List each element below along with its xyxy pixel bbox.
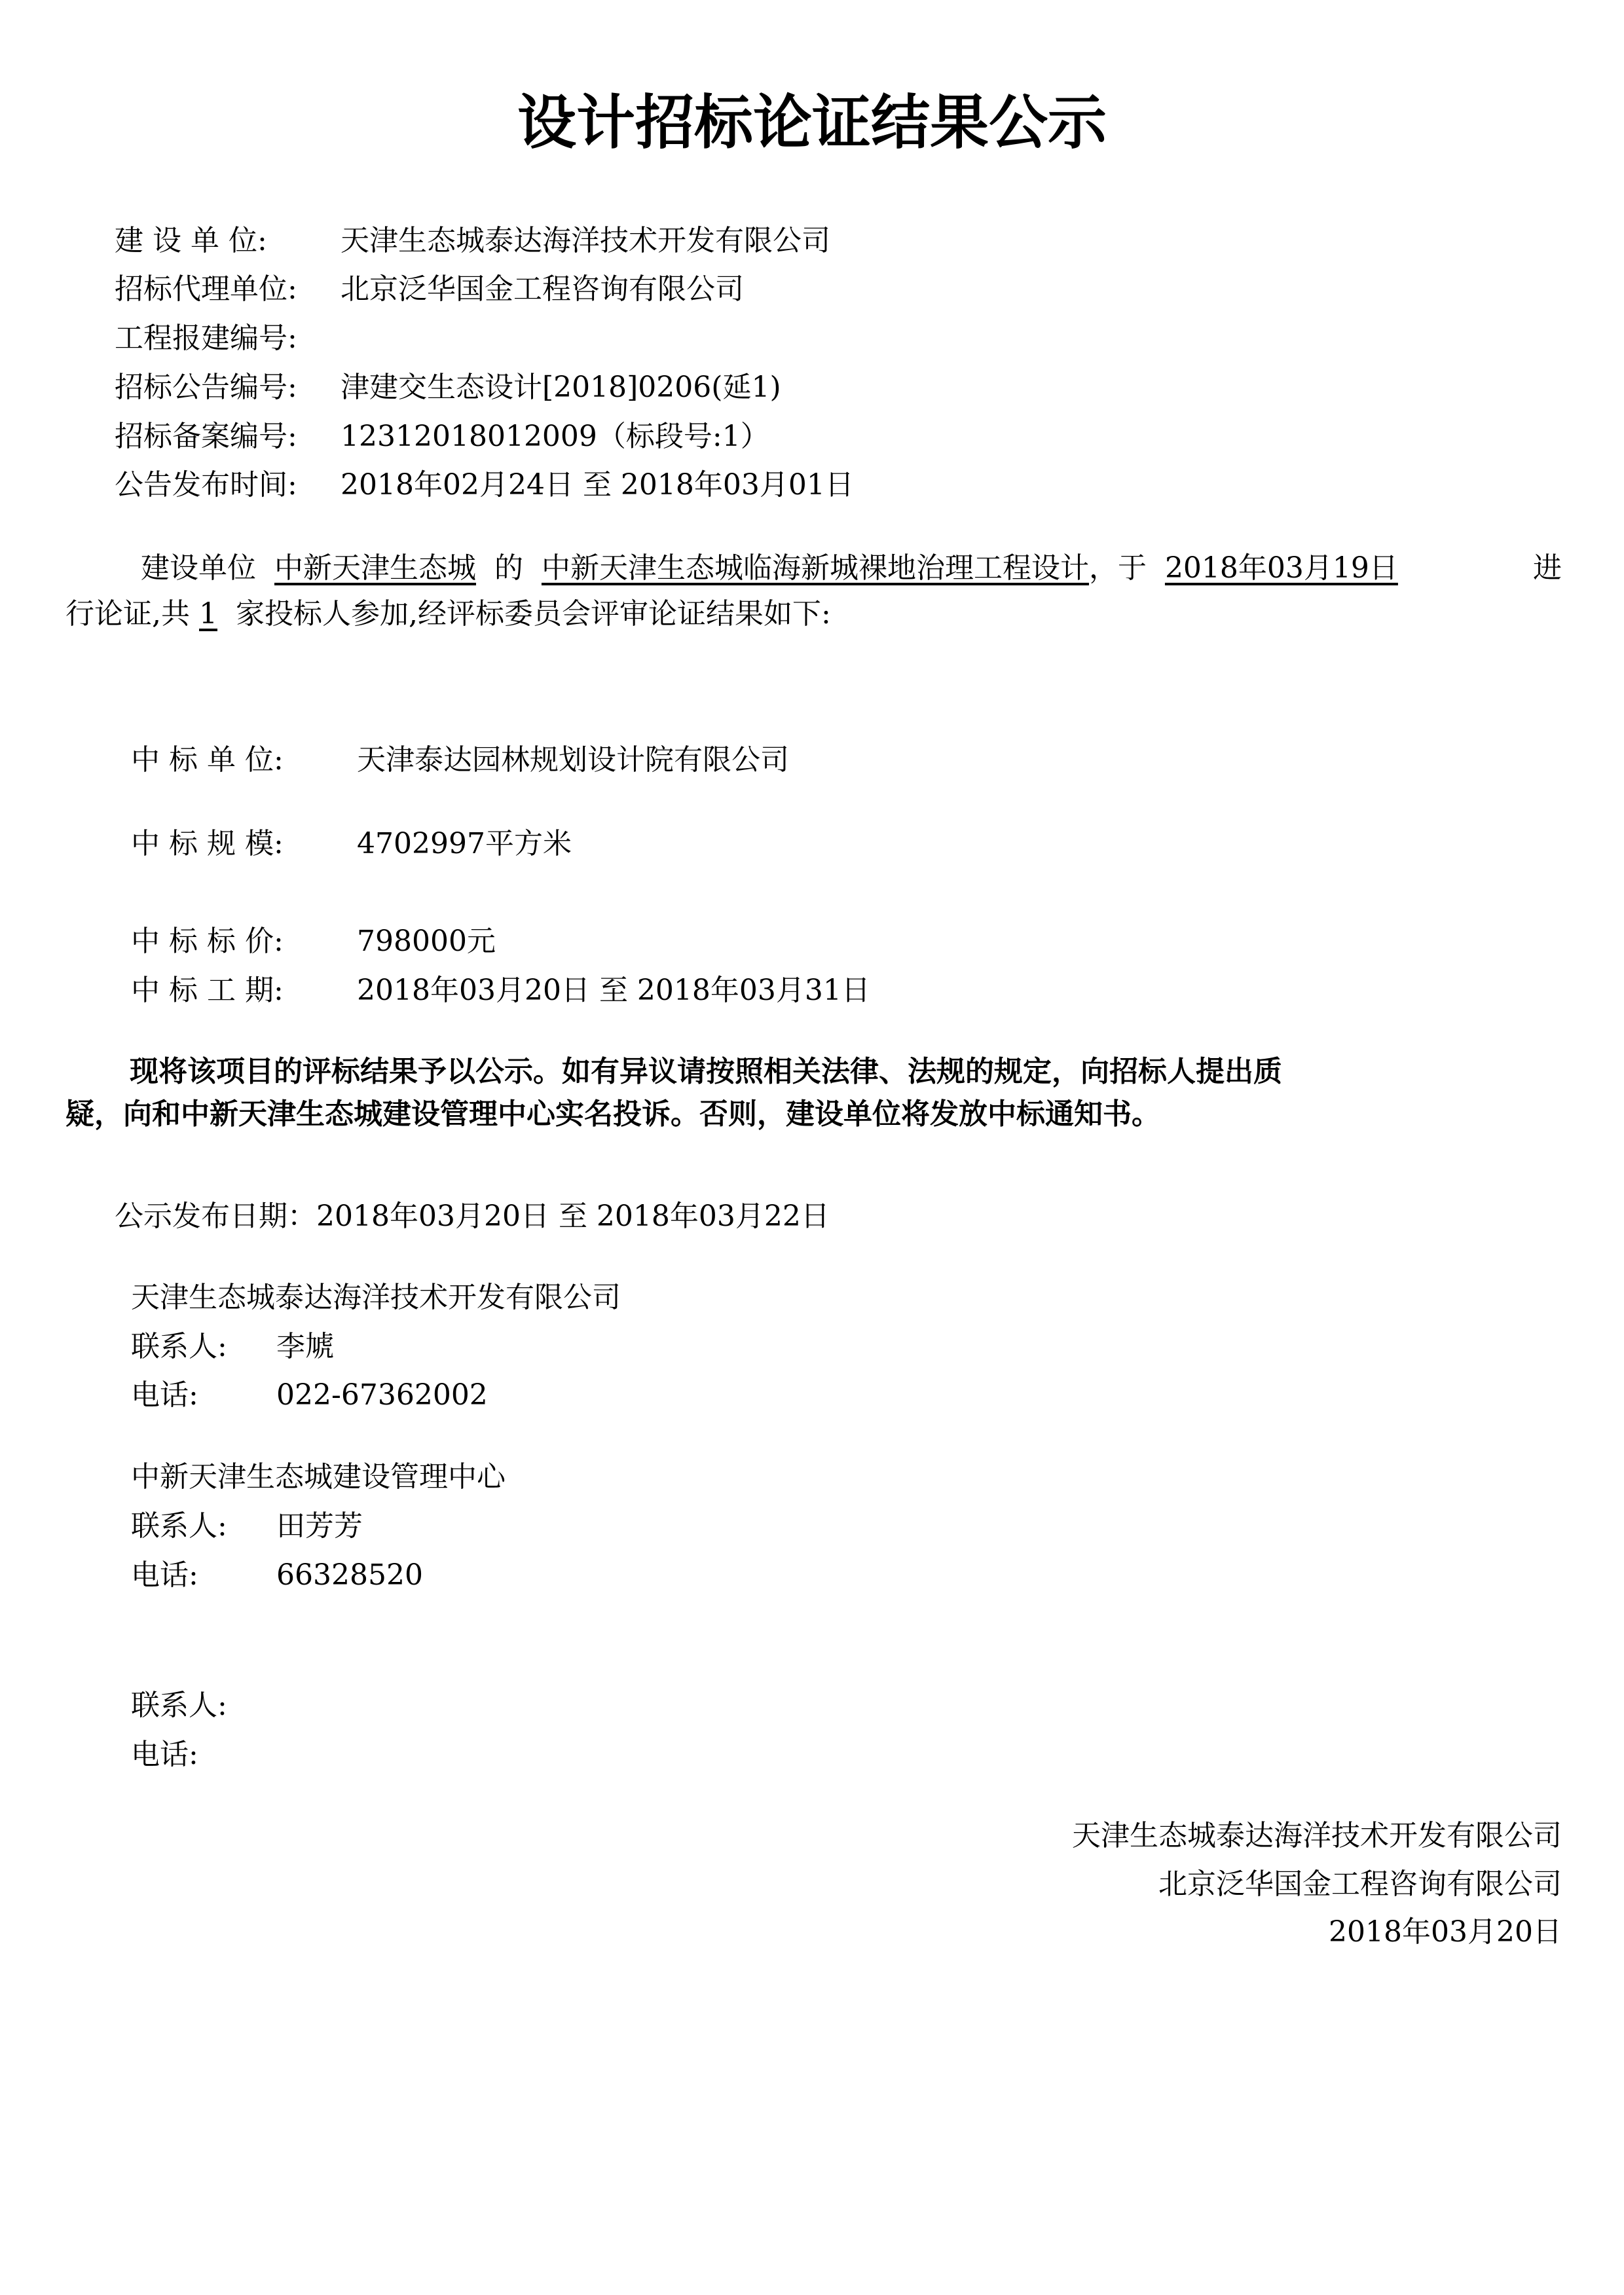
signature-org-2: 北京泛华国金工程咨询有限公司 <box>1158 1867 1562 1901</box>
contact-person: 李虓 <box>276 1330 334 1363</box>
signature-date: 2018年03月20日 <box>1329 1915 1562 1949</box>
award-label: 中 标 规 模: <box>131 827 284 860</box>
contact-phone: 022-67362002 <box>276 1378 488 1412</box>
award-value: 2018年03月20日 至 2018年03月31日 <box>357 974 870 1007</box>
award-value: 798000元 <box>357 925 496 958</box>
bidder-count: 1 <box>199 597 217 631</box>
project-name: 中新天津生态城临海新城裸地治理工程设计 <box>541 551 1089 585</box>
contact-person: 田芳芳 <box>276 1509 363 1543</box>
award-value: 4702997平方米 <box>357 827 572 860</box>
info-label: 建 设 单 位: <box>115 224 267 257</box>
construction-unit-name: 中新天津生态城 <box>274 551 476 585</box>
info-row-notice-number <box>115 368 781 407</box>
contact-org: 天津生态城泰达海洋技术开发有限公司 <box>131 1281 621 1314</box>
award-row-duration <box>131 971 870 1010</box>
publish-label: 公示发布日期： <box>115 1200 316 1233</box>
info-label: 招标备案编号: <box>115 420 297 453</box>
contact-phone-row: 电话: 022-67362002 <box>131 1378 488 1412</box>
info-value: 津建交生态设计[2018]0206(延1) <box>341 371 781 404</box>
award-row-winner <box>131 741 789 780</box>
contact-phone: 66328520 <box>276 1558 423 1592</box>
signature-org-1: 天津生态城泰达海洋技术开发有限公司 <box>1072 1819 1562 1852</box>
notice-line-2: 疑，向和中新天津生态城建设管理中心实名投诉。否则，建设单位将发放中标通知书。 <box>65 1097 1160 1131</box>
intro-line-1: 建设单位 中新天津生态城 的 中新天津生态城临海新城裸地治理工程设计，于 2018年03月19日 <box>141 551 1398 585</box>
info-label: 招标公告编号: <box>115 371 297 404</box>
contact-org: 中新天津生态城建设管理中心 <box>131 1460 506 1494</box>
award-label: 中 标 标 价: <box>131 925 284 958</box>
info-row-construction-unit <box>115 221 830 261</box>
award-row-price <box>131 922 496 961</box>
info-row-agency <box>115 270 744 309</box>
contact-person-row: 联系人: 李虓 <box>131 1330 334 1363</box>
contact-person-row: 联系人: 田芳芳 <box>131 1509 363 1543</box>
info-value: 2018年02月24日 至 2018年03月01日 <box>341 468 854 502</box>
contact-person-row: 联系人: <box>131 1689 227 1722</box>
info-value: 12312018012009（标段号:1） <box>341 420 769 453</box>
award-value: 天津泰达园林规划设计院有限公司 <box>357 743 789 777</box>
info-row-publish-time <box>115 466 854 505</box>
contact-phone-row: 电话: 66328520 <box>131 1558 423 1592</box>
intro-line-2: 行论证,共 1 家投标人参加,经评标委员会评审论证结果如下: <box>65 597 831 631</box>
award-label: 中 标 单 位: <box>131 743 284 777</box>
award-row-scale <box>131 824 572 864</box>
page-title: 设计招标论证结果公示 <box>517 88 1107 157</box>
info-label: 公告发布时间: <box>115 468 297 502</box>
info-row-project-number <box>115 319 341 358</box>
award-label: 中 标 工 期: <box>131 974 284 1007</box>
contact-phone-row: 电话: <box>131 1738 198 1771</box>
publish-date-row <box>115 1197 830 1236</box>
evaluation-date: 2018年03月19日 <box>1164 551 1398 585</box>
info-value: 天津生态城泰达海洋技术开发有限公司 <box>341 224 830 257</box>
publish-value: 2018年03月20日 至 2018年03月22日 <box>316 1200 830 1233</box>
info-row-filing-number <box>115 417 769 456</box>
info-label: 工程报建编号: <box>115 321 297 355</box>
info-value: 北京泛华国金工程咨询有限公司 <box>341 272 744 306</box>
info-label: 招标代理单位: <box>115 272 297 306</box>
intro-line-1-end: 进 <box>1533 551 1562 585</box>
notice-line-1: 现将该项目的评标结果予以公示。如有异议请按照相关法律、法规的规定，向招标人提出质 <box>130 1055 1282 1088</box>
